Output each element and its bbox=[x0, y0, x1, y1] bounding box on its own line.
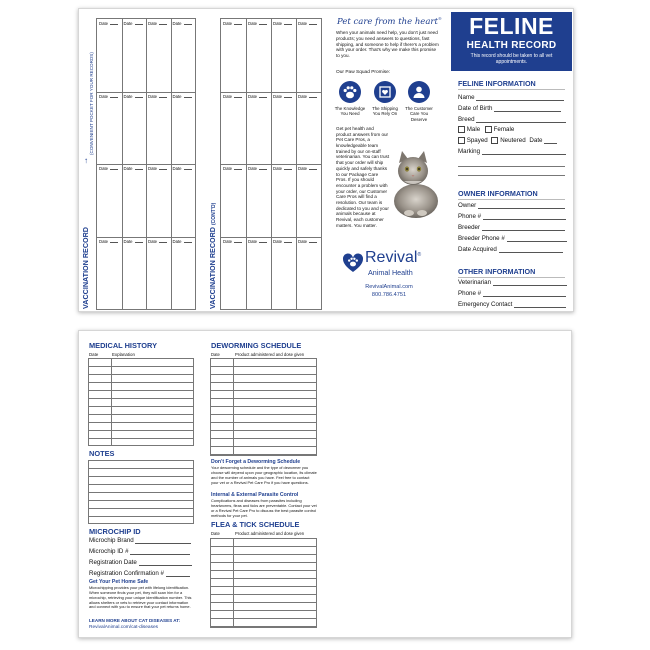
marking-label: Marking bbox=[458, 148, 481, 155]
name-label: Name bbox=[458, 94, 475, 101]
vaccination-date-cell[interactable] bbox=[124, 94, 143, 99]
vaccination-date-line bbox=[110, 97, 118, 98]
vaccination-date-label: Date bbox=[123, 166, 133, 171]
vaccination-date-cell[interactable] bbox=[173, 94, 192, 99]
deworming-heading: DEWORMING SCHEDULE bbox=[211, 341, 302, 350]
flea-tick-heading: FLEA & TICK SCHEDULE bbox=[211, 520, 300, 529]
divider bbox=[458, 89, 565, 90]
microchip-brand-label: Microchip Brand bbox=[89, 537, 134, 544]
vaccination-date-line bbox=[309, 242, 317, 243]
vaccination-date-cell[interactable] bbox=[273, 166, 292, 171]
vaccination-date-cell[interactable] bbox=[148, 166, 167, 171]
vaccination-date-cell[interactable] bbox=[298, 239, 317, 244]
pocket-arrow-icon: ↑ bbox=[84, 156, 88, 165]
vaccination-date-cell[interactable] bbox=[298, 166, 317, 171]
vaccination-date-label: Date bbox=[298, 21, 308, 26]
vaccination-date-cell[interactable] bbox=[273, 239, 292, 244]
vaccination-date-cell[interactable] bbox=[248, 21, 267, 26]
owner-field[interactable] bbox=[458, 202, 565, 209]
dob-field[interactable] bbox=[458, 105, 561, 112]
vaccination-panel-2 bbox=[203, 9, 327, 312]
vaccination-date-label: Date bbox=[248, 93, 258, 99]
neutered-checkbox[interactable] bbox=[491, 137, 498, 144]
breed-field[interactable] bbox=[458, 116, 566, 123]
deworming-reminder-body: Your deworming schedule and the type of dewormer you choose will depend upon your geographic location, its climate and the number of animals you have. Feel free to contact your vet or a Revival Pet Care Pro if you have questions. bbox=[211, 465, 317, 485]
other-info-heading: OTHER INFORMATION bbox=[458, 267, 536, 276]
registration-date-label: Registration Date bbox=[89, 559, 137, 566]
brand-name-text: Revival bbox=[365, 249, 418, 266]
emergency-contact-field[interactable] bbox=[458, 301, 566, 308]
brand-name bbox=[365, 249, 421, 267]
grid-row-line bbox=[97, 92, 195, 93]
vaccination-date-line bbox=[259, 97, 267, 98]
promise-icon-2 bbox=[374, 81, 396, 103]
vaccination-date-line bbox=[309, 97, 317, 98]
vaccination-date-label: Date bbox=[99, 166, 109, 171]
marking-line-2 bbox=[458, 166, 565, 167]
microchip-brand-field[interactable] bbox=[89, 537, 191, 544]
tagline bbox=[337, 16, 442, 27]
vaccination-date-cell[interactable] bbox=[223, 166, 242, 171]
owner-label: Owner bbox=[458, 202, 477, 209]
vaccination-date-line bbox=[159, 242, 167, 243]
vaccination-date-label: Date bbox=[273, 238, 283, 244]
deworming-table[interactable] bbox=[210, 358, 317, 456]
vaccination-date-line bbox=[284, 242, 292, 243]
column-divider bbox=[233, 539, 234, 627]
breeder-field[interactable] bbox=[458, 224, 565, 231]
name-field[interactable] bbox=[458, 94, 564, 101]
marking-field[interactable] bbox=[458, 148, 566, 155]
vaccination-date-line bbox=[234, 97, 242, 98]
safe-body: Microchipping provides your pet with lifelong identification. When someone finds your pet, they will scan him for a microchip, retrieving your unique identification number. This allows shelters or vets to retrieve your contact information and connect with you to ensure that your pet returns home. bbox=[89, 585, 192, 610]
revival-logo-icon bbox=[342, 252, 364, 274]
front-sheet bbox=[78, 8, 574, 312]
registration-confirmation-field[interactable] bbox=[89, 570, 190, 577]
vaccination-date-cell[interactable] bbox=[148, 239, 167, 244]
vaccination-date-label: Date bbox=[223, 166, 233, 171]
spayed-checkbox[interactable] bbox=[458, 137, 465, 144]
grid-row-line bbox=[97, 237, 195, 238]
male-label: Male bbox=[466, 126, 481, 134]
vaccination-date-cell[interactable] bbox=[248, 94, 267, 99]
male-checkbox[interactable] bbox=[458, 126, 465, 133]
vaccination-date-cell[interactable] bbox=[273, 94, 292, 99]
promise-label-2: The Shipping You Rely On bbox=[372, 106, 398, 117]
vaccination-panel-1 bbox=[79, 9, 201, 312]
vaccination-date-cell[interactable] bbox=[124, 166, 143, 171]
vaccination-date-line bbox=[184, 169, 192, 170]
owner-phone-field[interactable] bbox=[458, 213, 566, 220]
breed-label: Breed bbox=[458, 116, 475, 123]
registration-confirmation-label: Registration Confirmation # bbox=[89, 570, 164, 577]
vaccination-date-label: Date bbox=[172, 21, 182, 26]
promise-label-1: The Knowledge You Need bbox=[334, 106, 366, 117]
vaccination-date-line bbox=[135, 242, 143, 243]
vaccination-date-label: Date bbox=[123, 238, 133, 244]
vaccination-date-cell[interactable] bbox=[99, 21, 118, 26]
phone-number: 800.786.4751 bbox=[371, 292, 407, 298]
vaccination-date-cell[interactable] bbox=[124, 21, 143, 26]
pocket-note: (CONVENIENT POCKET FOR YOUR RECORDS) bbox=[89, 52, 94, 155]
promise-icon-3 bbox=[408, 81, 430, 103]
vaccination-date-line bbox=[284, 24, 292, 25]
microchip-id-label: Microchip ID # bbox=[89, 548, 129, 555]
vaccination-date-cell[interactable] bbox=[223, 94, 242, 99]
deworming-col-product: Product administered and dose given bbox=[235, 352, 305, 357]
grid-row-line bbox=[221, 237, 321, 238]
vaccination-date-cell[interactable] bbox=[298, 21, 317, 26]
vaccination-date-label: Date bbox=[148, 21, 158, 26]
registration-date-field[interactable] bbox=[89, 559, 192, 566]
brand-sub: Animal Health bbox=[368, 268, 413, 277]
flea-tick-table[interactable] bbox=[210, 538, 317, 628]
divider bbox=[458, 277, 565, 278]
safe-heading: Get Your Pet Home Safe bbox=[89, 579, 149, 585]
vaccination-date-line bbox=[159, 24, 167, 25]
breeder-phone-field[interactable] bbox=[458, 235, 567, 242]
owner-info-heading: OWNER INFORMATION bbox=[458, 189, 538, 198]
vaccination-date-cell[interactable] bbox=[173, 239, 192, 244]
vaccination-date-cell[interactable] bbox=[173, 166, 192, 171]
female-checkbox[interactable] bbox=[485, 126, 492, 133]
vaccination-date-line bbox=[135, 24, 143, 25]
parasite-heading: Internal & External Parasite Control bbox=[211, 492, 299, 498]
spayed-label: Spayed bbox=[466, 137, 488, 145]
vaccination-date-label: Date bbox=[248, 238, 258, 244]
vaccination-title-continued bbox=[208, 203, 217, 309]
vaccination-date-label: Date bbox=[248, 166, 258, 171]
website: RevivalAnimal.com bbox=[365, 284, 413, 290]
vaccination-date-label: Date bbox=[99, 238, 109, 244]
vaccination-date-cell[interactable] bbox=[223, 239, 242, 244]
vaccination-date-label: Date bbox=[223, 93, 233, 99]
owner-phone-label: Phone # bbox=[458, 213, 482, 220]
package-heart-icon bbox=[374, 81, 396, 103]
vaccination-date-cell[interactable] bbox=[124, 239, 143, 244]
vaccination-date-label: Date bbox=[298, 166, 308, 171]
vaccination-date-line bbox=[259, 24, 267, 25]
medical-history-table[interactable] bbox=[88, 358, 194, 446]
tagline-mark: ® bbox=[437, 16, 442, 21]
vaccination-date-label: Date bbox=[298, 238, 308, 244]
vaccination-date-line bbox=[259, 242, 267, 243]
cat-photo bbox=[386, 149, 442, 219]
dob-label: Date of Birth bbox=[458, 105, 493, 112]
vaccination-date-line bbox=[234, 169, 242, 170]
vaccination-date-line bbox=[309, 24, 317, 25]
back-sheet bbox=[78, 330, 572, 638]
vet-phone-field[interactable] bbox=[458, 290, 566, 297]
microchip-id-field[interactable] bbox=[89, 548, 190, 555]
vaccination-date-cell[interactable] bbox=[99, 239, 118, 244]
deworming-col-date: Date bbox=[211, 352, 220, 357]
vaccination-date-label: Date bbox=[172, 166, 182, 171]
flea-col-date: Date bbox=[211, 531, 220, 536]
vaccination-date-cell[interactable] bbox=[273, 21, 292, 26]
vaccination-date-cell[interactable] bbox=[248, 239, 267, 244]
medical-history-heading: MEDICAL HISTORY bbox=[89, 341, 158, 350]
date-acquired-field[interactable] bbox=[458, 246, 563, 253]
vaccination-grid-2 bbox=[220, 18, 322, 310]
tagline-text: Pet care from the heart bbox=[337, 16, 438, 27]
vaccination-date-line bbox=[184, 24, 192, 25]
column-divider bbox=[111, 359, 112, 445]
deworming-reminder-heading: Don't Forget a Deworming Schedule bbox=[211, 459, 301, 465]
vaccination-date-line bbox=[284, 97, 292, 98]
person-icon bbox=[408, 81, 430, 103]
promo-intro: When your animals need help, you don't just need products; you need answers to questions, fast shipping, and someone to help if there's a problem with your order. That's why we make this promise to you. bbox=[336, 30, 439, 59]
vaccination-date-cell[interactable] bbox=[248, 166, 267, 171]
neutered-label: Neutered bbox=[500, 137, 526, 145]
vaccination-date-label: Date bbox=[99, 93, 109, 99]
vaccination-date-label: Date bbox=[172, 93, 182, 99]
vaccination-date-line bbox=[135, 97, 143, 98]
vaccination-date-label: Date bbox=[148, 93, 158, 99]
medical-col-date: Date bbox=[89, 352, 99, 357]
promise-label-3: The Customer Care You Deserve bbox=[405, 106, 433, 122]
vaccination-date-line bbox=[309, 169, 317, 170]
vaccination-date-label: Date bbox=[273, 93, 283, 99]
vaccination-title-cont-text: VACCINATION RECORD bbox=[208, 227, 217, 309]
cover-title: FELINE bbox=[469, 13, 554, 39]
vaccination-date-label: Date bbox=[172, 238, 182, 244]
vaccination-title: VACCINATION RECORD bbox=[81, 227, 90, 309]
vaccination-date-line bbox=[110, 169, 118, 170]
vaccination-date-cell[interactable] bbox=[99, 166, 118, 171]
breeder-label: Breeder bbox=[458, 224, 481, 231]
vaccination-date-line bbox=[259, 169, 267, 170]
vaccination-date-line bbox=[159, 97, 167, 98]
feline-info-heading: FELINE INFORMATION bbox=[458, 79, 536, 88]
vaccination-date-line bbox=[110, 242, 118, 243]
breeder-phone-label: Breeder Phone # bbox=[458, 235, 505, 242]
notes-box[interactable] bbox=[88, 460, 194, 524]
learn-url[interactable]: RevivalAnimal.com/cat-diseases bbox=[89, 625, 159, 630]
promise-icon-1 bbox=[339, 81, 361, 103]
microchip-heading: MICROCHIP ID bbox=[89, 527, 141, 536]
vaccination-date-line bbox=[234, 24, 242, 25]
vaccination-date-cell[interactable] bbox=[99, 94, 118, 99]
spay-neuter-field bbox=[458, 137, 557, 144]
vaccination-date-label: Date bbox=[248, 21, 258, 26]
vaccination-cont-suffix: (CONT'D) bbox=[211, 202, 217, 225]
cover-panel bbox=[449, 9, 574, 312]
vaccination-date-line bbox=[110, 24, 118, 25]
vet-phone-label: Phone # bbox=[458, 290, 482, 297]
vaccination-date-cell[interactable] bbox=[148, 21, 167, 26]
learn-heading: LEARN MORE ABOUT CAT DISEASES AT: bbox=[89, 618, 181, 623]
column-divider bbox=[233, 359, 234, 455]
vaccination-date-label: Date bbox=[148, 166, 158, 171]
vaccination-date-line bbox=[184, 97, 192, 98]
promise-heading: Our Paw Squad Promise: bbox=[336, 70, 391, 75]
vaccination-date-line bbox=[284, 169, 292, 170]
vaccination-date-label: Date bbox=[123, 21, 133, 26]
notes-heading: NOTES bbox=[89, 449, 115, 458]
vaccination-date-label: Date bbox=[223, 21, 233, 26]
divider bbox=[458, 199, 565, 200]
vaccination-date-line bbox=[234, 242, 242, 243]
vaccination-date-cell[interactable] bbox=[223, 21, 242, 26]
vaccination-date-label: Date bbox=[298, 93, 308, 99]
vaccination-date-label: Date bbox=[273, 21, 283, 26]
vaccination-date-line bbox=[184, 242, 192, 243]
vaccination-date-label: Date bbox=[123, 93, 133, 99]
vaccination-grid-1 bbox=[96, 18, 196, 310]
vaccination-date-label: Date bbox=[148, 238, 158, 244]
spay-date-label: Date bbox=[529, 137, 543, 145]
vaccination-date-label: Date bbox=[223, 238, 233, 244]
emergency-contact-label: Emergency Contact bbox=[458, 301, 513, 308]
grid-row-line bbox=[221, 164, 321, 165]
marking-line-3 bbox=[458, 175, 565, 176]
cover-note: This record should be taken to all vet appointments. bbox=[470, 53, 553, 65]
flea-col-product: Product administered and dose given bbox=[235, 531, 305, 536]
brand-mark: ® bbox=[417, 251, 422, 258]
promo-body: Get pet health and product answers from our Pet Care Pros, a knowledgeable team trained by our on-staff veterinarian. You can trust that your order will ship quickly and safely thanks to our Package Care Pros. If you should encounter a problem with your order, our Customer Care Pros will find a resolution. Our team is dedicated to you and your animals because at Revival, each customer matters. You matter. bbox=[336, 126, 390, 228]
vaccination-date-cell[interactable] bbox=[173, 21, 192, 26]
vaccination-date-line bbox=[135, 169, 143, 170]
date-acquired-label: Date Acquired bbox=[458, 246, 497, 253]
cover-subtitle: HEALTH RECORD bbox=[466, 40, 557, 51]
veterinarian-label: Veterinarian bbox=[458, 279, 492, 286]
female-label: Female bbox=[493, 126, 515, 134]
promo-panel bbox=[331, 9, 447, 312]
vaccination-date-cell[interactable] bbox=[148, 94, 167, 99]
parasite-body: Complications and diseases from parasites including heartworms, fleas and ticks are preventable. Contact your vet or a Revival Pet Care Pro to discuss the best parasite control methods for your pet. bbox=[211, 498, 317, 518]
grid-row-line bbox=[221, 92, 321, 93]
paw-icon bbox=[339, 81, 361, 103]
vaccination-date-label: Date bbox=[273, 166, 283, 171]
vaccination-date-cell[interactable] bbox=[298, 94, 317, 99]
veterinarian-field[interactable] bbox=[458, 279, 567, 286]
vaccination-date-label: Date bbox=[99, 21, 109, 26]
medical-col-explanation: Explanation bbox=[112, 352, 135, 357]
grid-row-line bbox=[97, 164, 195, 165]
sex-field bbox=[458, 126, 514, 133]
vaccination-date-line bbox=[159, 169, 167, 170]
